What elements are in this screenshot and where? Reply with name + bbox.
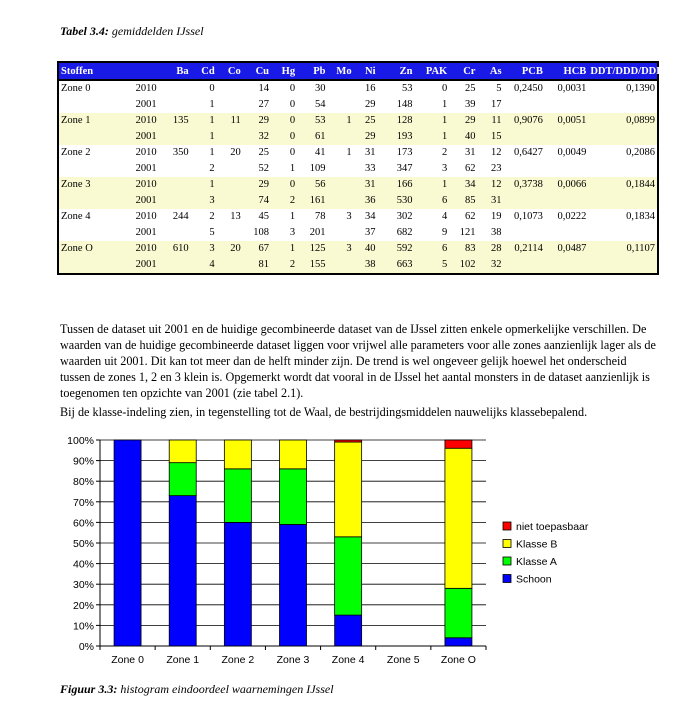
year-cell: 2001 <box>128 257 167 274</box>
value-cell: 11 <box>477 113 503 129</box>
bar-segment <box>335 442 362 537</box>
legend-swatch <box>503 522 511 530</box>
value-cell: 0 <box>271 113 297 129</box>
table-header-cell: Hg <box>271 62 297 80</box>
table-header-cell: HCB <box>545 62 588 80</box>
value-cell: 0,0487 <box>545 241 588 257</box>
value-cell: 4 <box>191 257 217 274</box>
value-cell: 29 <box>364 99 376 110</box>
x-tick-label: Zone 0 <box>111 654 144 666</box>
value-cell: 6 <box>414 193 449 209</box>
paragraph-2: Bij de klasse-indeling zien, in tegenstelling tot de Waal, de bestrijdingsmiddelen nauwelijks klassebepalend. <box>60 405 588 419</box>
legend-label: Klasse B <box>516 538 558 551</box>
value-cell: 3 <box>346 211 352 222</box>
value-cell: 9 <box>441 227 448 238</box>
legend-label: Klasse A <box>516 556 557 568</box>
value-cell: 0,9076 <box>504 113 545 129</box>
value-cell: 12 <box>477 177 503 193</box>
zone-cell: Zone O <box>58 241 128 257</box>
value-cell: 1 <box>414 177 449 193</box>
value-cell: 0 <box>289 147 296 158</box>
value-cell: 5 <box>496 83 502 94</box>
x-tick-label: Zone O <box>440 654 476 666</box>
paragraph-1: Tussen de dataset uit 2001 en de huidige gecombineerde dataset van de IJssel zitten enkele opmerkelijke verschillen. De waarden van de huidige gecombineerde dataset liggen voor vrijwel alle parameters voor alle zones aanzienlijk lager als de waarden uit 2001. Dit kan tot meer dan de helft minder zijn. De trend is wel ongeveer gelijk hoewel het onderscheid tussen de zones 1, 2 en 3 klein is. Opgemerkt wordt dat vooral in de IJssel het aantal monsters in de dataset aanzienlijk is toegenomen ten opzichte van 2001 (zie tabel 2.1). <box>60 322 656 400</box>
value-cell: 0,1107 <box>588 241 658 257</box>
value-cell: 125 <box>297 241 327 257</box>
value-cell: 1 <box>441 99 448 110</box>
year-cell: 2010 <box>135 211 157 222</box>
bar-segment <box>335 440 362 442</box>
value-cell: 19 <box>491 211 502 222</box>
value-cell: 37 <box>364 227 376 238</box>
value-cell: 0 <box>271 177 297 193</box>
value-cell: 0,1834 <box>626 211 655 222</box>
value-cell: 23 <box>491 163 502 174</box>
value-cell: 67 <box>243 241 271 257</box>
value-cell: 2 <box>209 163 215 174</box>
value-cell: 0,0049 <box>557 147 587 158</box>
table-header-cell: DDT/DDD/DDE <box>588 62 658 80</box>
table-header-cell: Pb <box>297 62 327 80</box>
value-cell: 0,0031 <box>557 83 587 94</box>
value-cell: 682 <box>396 227 413 238</box>
value-cell: 85 <box>449 193 477 209</box>
value-cell: 0 <box>271 129 297 145</box>
value-cell: 0,0051 <box>545 113 588 129</box>
value-cell: 32 <box>477 257 503 274</box>
value-cell: 173 <box>396 147 413 158</box>
value-cell: 2 <box>271 193 297 209</box>
value-cell: 0 <box>441 83 448 94</box>
value-cell: 1 <box>414 113 449 129</box>
table-header-cell: Co <box>217 62 243 80</box>
value-cell: 53 <box>297 113 327 129</box>
bar-segment <box>445 588 472 637</box>
zone-cell: Zone 3 <box>58 177 128 193</box>
value-cell: 38 <box>354 257 378 274</box>
value-cell: 31 <box>354 177 378 193</box>
value-cell: 302 <box>396 211 413 222</box>
value-cell: 16 <box>364 83 376 94</box>
y-tick-label: 50% <box>72 538 94 550</box>
figure-caption <box>60 682 334 697</box>
table-caption-number: Tabel 3.4 <box>60 24 105 38</box>
legend-swatch <box>503 575 511 583</box>
value-cell: 62 <box>464 211 476 222</box>
value-cell: 0 <box>209 83 215 94</box>
table-header-cell: Mo <box>328 62 354 80</box>
value-cell: 31 <box>477 193 503 209</box>
bar-segment <box>280 524 307 646</box>
year-cell: 2001 <box>135 99 157 110</box>
value-cell: 31 <box>464 147 476 158</box>
value-cell: 4 <box>441 211 448 222</box>
year-cell: 2010 <box>128 177 167 193</box>
value-cell: 0 <box>289 83 296 94</box>
value-cell: 128 <box>377 113 414 129</box>
x-tick-label: Zone 3 <box>276 654 310 666</box>
value-cell: 27 <box>258 99 269 110</box>
value-cell: 148 <box>396 99 413 110</box>
value-cell: 34 <box>364 211 376 222</box>
zone-cell: Zone 1 <box>58 113 128 129</box>
value-cell: 31 <box>364 147 376 158</box>
y-tick-label: 80% <box>72 476 94 489</box>
value-cell: 52 <box>258 163 269 174</box>
bar-segment <box>224 522 251 646</box>
value-cell: 1 <box>328 113 354 129</box>
x-tick-label: Zone 4 <box>331 654 365 666</box>
table-header-cell: Cr <box>449 62 477 80</box>
bar-segment <box>169 440 196 463</box>
value-cell: 15 <box>477 129 503 145</box>
figure-caption-sep: : <box>113 682 118 696</box>
value-cell: 17 <box>491 99 502 110</box>
value-cell: 25 <box>258 147 269 158</box>
legend-label: Schoon <box>516 573 552 586</box>
year-cell: 2001 <box>135 163 157 174</box>
y-tick-label: 40% <box>72 558 94 571</box>
value-cell: 193 <box>377 129 414 145</box>
value-cell: 20 <box>217 241 243 257</box>
value-cell: 102 <box>449 257 477 274</box>
table-header-cell: Ni <box>354 62 378 80</box>
value-cell: 350 <box>172 147 189 158</box>
value-cell: 45 <box>258 211 269 222</box>
value-cell: 36 <box>354 193 378 209</box>
value-cell: 81 <box>243 257 271 274</box>
year-cell: 2010 <box>128 113 167 129</box>
value-cell: 25 <box>464 83 476 94</box>
year-cell: 2010 <box>128 241 167 257</box>
value-cell: 109 <box>309 163 326 174</box>
value-cell: 0,2086 <box>626 147 655 158</box>
value-cell: 62 <box>464 163 476 174</box>
value-cell: 1 <box>209 147 215 158</box>
value-cell: 0,2114 <box>504 241 545 257</box>
value-cell: 1 <box>271 241 297 257</box>
value-cell: 0 <box>289 99 296 110</box>
bar-segment <box>280 469 307 525</box>
value-cell: 0,2450 <box>513 83 543 94</box>
year-cell: 2010 <box>135 147 157 158</box>
value-cell: 3 <box>289 227 296 238</box>
figure-caption-text: histogram eindoordeel waarnemingen IJssel <box>117 682 334 696</box>
value-cell: 29 <box>354 129 378 145</box>
value-cell: 166 <box>377 177 414 193</box>
legend-swatch <box>503 557 511 565</box>
value-cell: 30 <box>315 83 326 94</box>
value-cell: 13 <box>230 211 241 222</box>
table-header-cell: Ba <box>167 62 191 80</box>
value-cell: 3 <box>441 163 448 174</box>
value-cell: 1 <box>346 147 352 158</box>
value-cell: 5 <box>414 257 449 274</box>
value-cell: 201 <box>309 227 326 238</box>
bar-segment <box>280 440 307 469</box>
bar-segment <box>335 615 362 646</box>
value-cell: 3 <box>191 241 217 257</box>
bar-segment <box>445 448 472 588</box>
value-cell: 1 <box>191 177 217 193</box>
value-cell: 0,6427 <box>513 147 543 158</box>
bar-segment <box>224 469 251 523</box>
value-cell: 20 <box>230 147 241 158</box>
y-tick-label: 70% <box>72 496 94 509</box>
value-cell: 41 <box>315 147 326 158</box>
y-tick-label: 30% <box>72 579 94 592</box>
value-cell: 2 <box>271 257 297 274</box>
year-cell: 2001 <box>128 193 167 209</box>
bar-segment <box>114 440 141 646</box>
value-cell: 1 <box>191 129 217 145</box>
table-header-cell: Cd <box>191 62 217 80</box>
value-cell: 25 <box>354 113 378 129</box>
zone-cell: Zone 2 <box>61 147 91 158</box>
value-cell: 34 <box>449 177 477 193</box>
bar-segment <box>445 638 472 646</box>
value-cell: 14 <box>258 83 269 94</box>
value-cell: 11 <box>217 113 243 129</box>
value-cell: 3 <box>191 193 217 209</box>
table-header-cell: Zn <box>377 62 414 80</box>
table-header-cell: PCB <box>504 62 545 80</box>
table-header-cell: PAK <box>414 62 449 80</box>
zone-cell: Zone 4 <box>61 211 91 222</box>
year-cell: 2001 <box>135 227 157 238</box>
value-cell: 663 <box>377 257 414 274</box>
table-header-cell: As <box>477 62 503 80</box>
x-tick-label: Zone 1 <box>166 654 200 666</box>
year-cell: 2010 <box>135 83 157 94</box>
value-cell: 54 <box>315 99 326 110</box>
value-cell: 347 <box>396 163 413 174</box>
value-cell: 121 <box>459 227 476 238</box>
legend-label: niet toepasbaar <box>516 521 589 533</box>
year-cell: 2001 <box>128 129 167 145</box>
value-cell: 83 <box>449 241 477 257</box>
y-tick-label: 0% <box>78 641 94 653</box>
bar-segment <box>224 440 251 469</box>
value-cell: 40 <box>449 129 477 145</box>
value-cell: 0,3738 <box>504 177 545 193</box>
value-cell: 1 <box>209 99 215 110</box>
value-cell: 0,0222 <box>557 211 587 222</box>
bar-segment <box>169 496 196 646</box>
value-cell: 592 <box>377 241 414 257</box>
value-cell: 53 <box>401 83 413 94</box>
value-cell: 28 <box>477 241 503 257</box>
value-cell: 38 <box>491 227 502 238</box>
value-cell: 6 <box>414 241 449 257</box>
value-cell: 29 <box>449 113 477 129</box>
value-cell: 1 <box>289 163 296 174</box>
value-cell: 155 <box>297 257 327 274</box>
value-cell: 33 <box>364 163 376 174</box>
x-tick-label: Zone 5 <box>386 654 420 666</box>
value-cell: 0,0899 <box>588 113 658 129</box>
value-cell: 29 <box>243 177 271 193</box>
value-cell: 56 <box>297 177 327 193</box>
value-cell: 108 <box>253 227 269 238</box>
value-cell: 12 <box>491 147 502 158</box>
y-tick-label: 100% <box>67 435 94 447</box>
zone-cell: Zone 0 <box>61 83 91 94</box>
x-tick-label: Zone 2 <box>221 654 255 666</box>
table-caption-sep: : <box>104 24 109 38</box>
value-cell: 1 <box>289 211 296 222</box>
table-header-cell: Cu <box>243 62 271 80</box>
y-tick-label: 10% <box>72 620 94 633</box>
bar-segment <box>335 537 362 615</box>
value-cell: 78 <box>315 211 326 222</box>
value-cell: 244 <box>172 211 189 222</box>
value-cell: 5 <box>209 227 215 238</box>
y-tick-label: 60% <box>72 517 94 530</box>
value-cell: 1 <box>414 129 449 145</box>
y-tick-label: 90% <box>72 455 94 468</box>
value-cell: 530 <box>377 193 414 209</box>
value-cell: 2 <box>209 211 215 222</box>
value-cell: 1 <box>191 113 217 129</box>
value-cell: 61 <box>297 129 327 145</box>
table-caption-text: gemiddelden IJssel <box>108 24 204 38</box>
value-cell: 0,1073 <box>513 211 543 222</box>
value-cell: 135 <box>167 113 191 129</box>
value-cell: 40 <box>354 241 378 257</box>
bar-segment <box>445 440 472 448</box>
value-cell: 39 <box>464 99 476 110</box>
value-cell: 3 <box>328 241 354 257</box>
value-cell: 161 <box>297 193 327 209</box>
value-cell: 0,1844 <box>588 177 658 193</box>
value-cell: 32 <box>243 129 271 145</box>
legend-swatch <box>503 540 511 548</box>
value-cell: 610 <box>167 241 191 257</box>
table-header-cell: Stoffen <box>58 62 128 80</box>
bar-segment <box>169 463 196 496</box>
value-cell: 74 <box>243 193 271 209</box>
value-cell: 0,1390 <box>626 83 655 94</box>
value-cell: 0,0066 <box>545 177 588 193</box>
value-cell: 29 <box>243 113 271 129</box>
figure-caption-number: Figuur 3.3 <box>60 682 114 696</box>
y-tick-label: 20% <box>72 599 94 612</box>
value-cell: 2 <box>441 147 448 158</box>
